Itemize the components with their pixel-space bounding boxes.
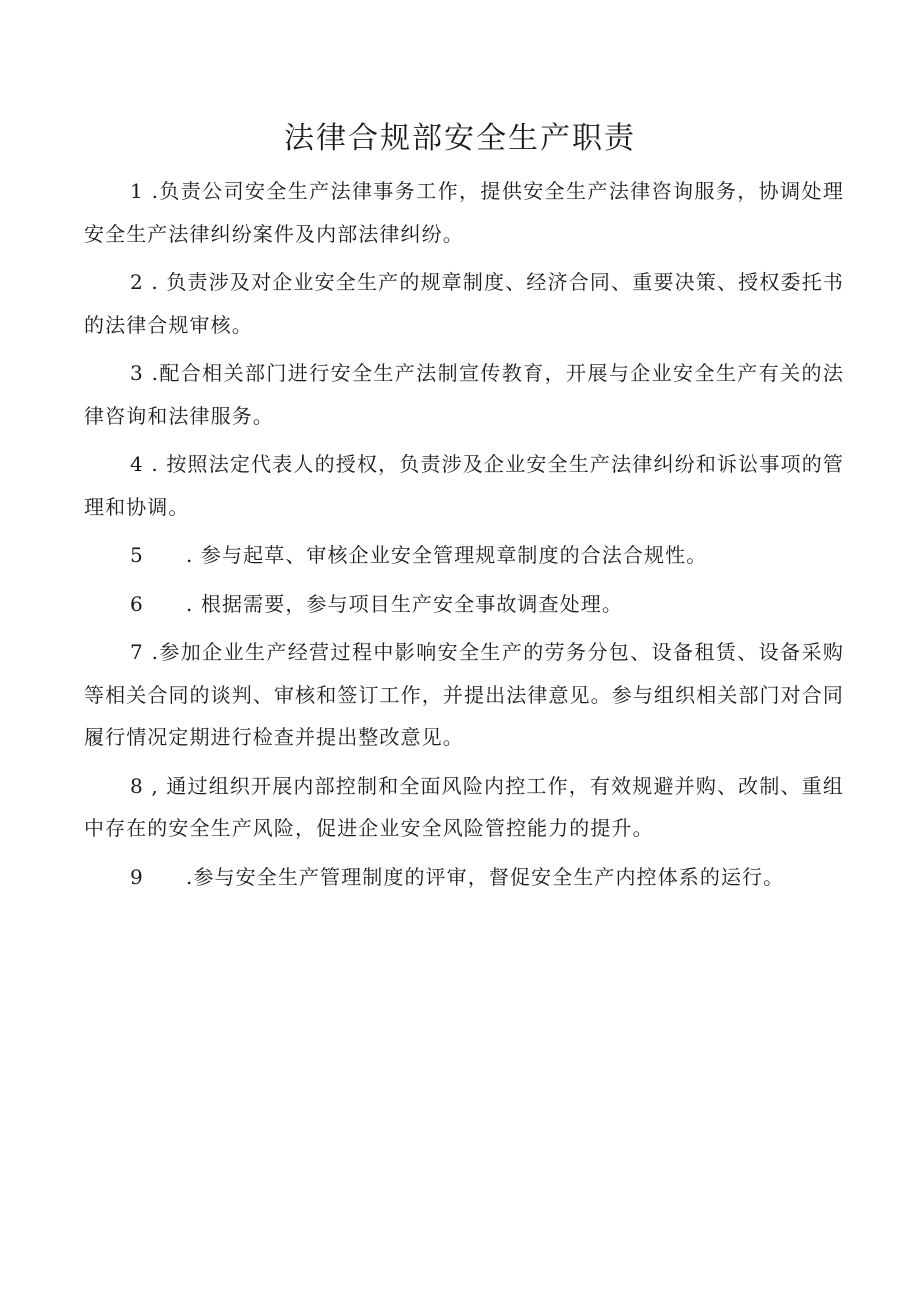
item-text: . 参与起草、审核企业安全管理规章制度的合法合规性。 xyxy=(186,543,708,567)
item-number: 4 xyxy=(130,452,144,476)
item-text: . 负责涉及对企业安全生产的规章制度、经济合同、重要决策、授权委托书的法律合规审核。 xyxy=(84,270,844,337)
duty-item-2 xyxy=(84,261,844,346)
item-text: .负责公司安全生产法律事务工作，提供安全生产法律咨询服务，协调处理安全生产法律纠纷案件及内部法律纠纷。 xyxy=(84,179,844,246)
duty-item-3 xyxy=(84,352,844,437)
item-text: .参加企业生产经营过程中影响安全生产的劳务分包、设备租赁、设备采购等相关合同的谈判、审核和签订工作，并提出法律意见。参与组织相关部门对合同履行情况定期进行检查并提出整改意见。 xyxy=(84,640,844,749)
item-text: .参与安全生产管理制度的评审，督促安全生产内控体系的运行。 xyxy=(186,864,785,889)
document-body xyxy=(84,170,844,904)
item-number: 8 xyxy=(130,773,144,798)
item-number: 1 xyxy=(130,179,144,203)
item-number: 6 xyxy=(130,591,144,616)
duty-item-4 xyxy=(84,443,844,528)
document-title: 法律合规部安全生产职责 xyxy=(284,121,636,156)
item-number: 9 xyxy=(130,864,144,889)
duty-item-7 xyxy=(84,631,844,759)
duty-item-6 xyxy=(84,583,844,626)
duty-item-5 xyxy=(84,534,844,577)
item-text: . 根据需要，参与项目生产安全事故调查处理。 xyxy=(186,591,623,616)
item-number: 5 xyxy=(130,543,144,567)
item-text: . 按照法定代表人的授权，负责涉及企业安全生产法律纠纷和诉讼事项的管理和协调。 xyxy=(84,452,844,519)
item-number: 2 xyxy=(130,270,144,294)
item-number: 7 xyxy=(130,640,144,664)
duty-item-9 xyxy=(84,856,844,899)
item-text: .配合相关部门进行安全生产法制宣传教育，开展与企业安全生产有关的法律咨询和法律服务。 xyxy=(84,361,844,428)
duty-item-8 xyxy=(84,765,844,850)
item-number: 3 xyxy=(130,361,144,385)
item-text: , 通过组织开展内部控制和全面风险内控工作，有效规避并购、改制、重组中存在的安全生产风险，促进企业安全风险管控能力的提升。 xyxy=(84,773,844,840)
duty-item-1 xyxy=(84,170,844,255)
